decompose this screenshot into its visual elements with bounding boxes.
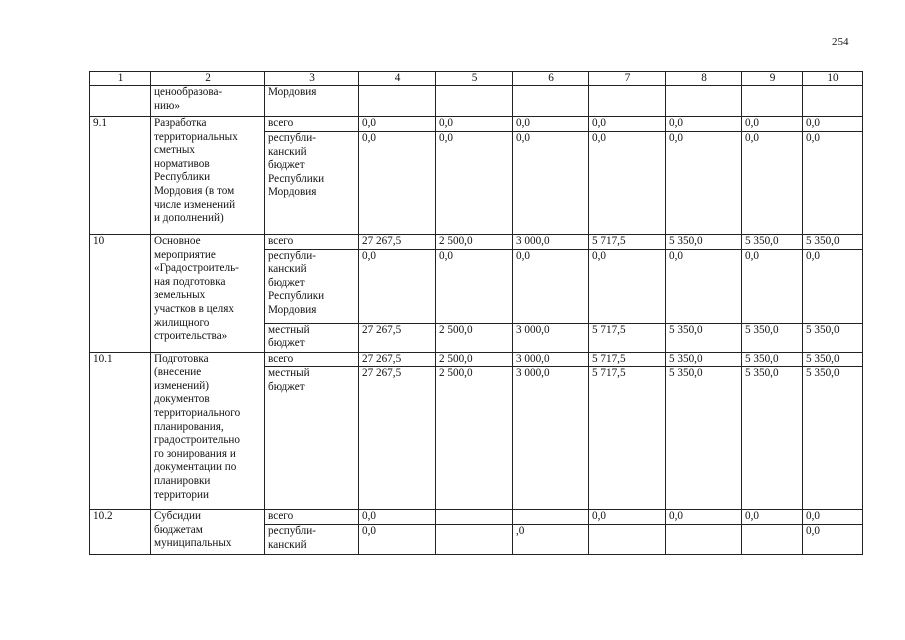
source-line: местный bbox=[268, 367, 310, 380]
header-cell: 3 bbox=[265, 72, 359, 86]
row-name bbox=[151, 352, 265, 510]
value-cell bbox=[666, 86, 742, 117]
header-cell: 1 bbox=[90, 72, 151, 86]
value-cell bbox=[436, 525, 513, 555]
value-cell: 3 000,0 bbox=[513, 352, 589, 367]
value-cell bbox=[513, 86, 589, 117]
row-code: 10.2 bbox=[90, 510, 151, 555]
name-line: Республики bbox=[154, 171, 211, 184]
row-name bbox=[151, 86, 265, 117]
value-cell: 2 500,0 bbox=[436, 367, 513, 510]
header-cell: 5 bbox=[436, 72, 513, 86]
value-cell: 27 267,5 bbox=[359, 367, 436, 510]
source-line: Республики bbox=[268, 290, 325, 303]
name-line: земельных bbox=[154, 289, 206, 302]
name-line: документации по bbox=[154, 461, 237, 474]
header-cell: 2 bbox=[151, 72, 265, 86]
value-cell: 5 350,0 bbox=[666, 235, 742, 250]
source-line: Мордовия bbox=[268, 186, 317, 199]
value-cell bbox=[589, 86, 666, 117]
header-cell: 7 bbox=[589, 72, 666, 86]
name-line: Основное bbox=[154, 235, 201, 247]
value-cell bbox=[513, 510, 589, 525]
name-line: «Градостроитель- bbox=[154, 262, 239, 275]
name-line: Подготовка bbox=[154, 352, 209, 365]
name-line: территориальных bbox=[154, 130, 238, 143]
row-code: 10 bbox=[90, 235, 151, 353]
value-cell: 0,0 bbox=[436, 117, 513, 132]
row-code: 10.1 bbox=[90, 352, 151, 510]
value-cell: 3 000,0 bbox=[513, 235, 589, 250]
source-line: республи- bbox=[268, 525, 316, 538]
table-row bbox=[90, 86, 863, 117]
value-cell: 0,0 bbox=[589, 510, 666, 525]
value-cell: 0,0 bbox=[359, 525, 436, 555]
name-line: сметных bbox=[154, 144, 195, 157]
source-line: местный bbox=[268, 323, 310, 336]
value-cell: 5 350,0 bbox=[803, 323, 863, 352]
value-cell: 5 717,5 bbox=[589, 352, 666, 367]
row-name bbox=[151, 117, 265, 235]
row-source bbox=[265, 249, 359, 323]
header-row bbox=[90, 72, 863, 86]
value-cell: 5 717,5 bbox=[589, 235, 666, 250]
table-row bbox=[90, 510, 863, 525]
name-line: мероприятие bbox=[154, 248, 216, 261]
value-cell bbox=[436, 510, 513, 525]
value-cell: 0,0 bbox=[436, 249, 513, 323]
name-line: ценообразова- bbox=[154, 86, 223, 98]
value-cell bbox=[742, 86, 803, 117]
value-cell bbox=[589, 525, 666, 555]
value-cell: 5 350,0 bbox=[742, 367, 803, 510]
row-source: всего bbox=[265, 352, 359, 367]
source-line: бюджет bbox=[268, 276, 305, 289]
value-cell: 0,0 bbox=[436, 132, 513, 235]
value-cell bbox=[803, 86, 863, 117]
header-cell: 4 bbox=[359, 72, 436, 86]
budget-table bbox=[89, 71, 863, 555]
value-cell: 0,0 bbox=[666, 132, 742, 235]
source-line: бюджет bbox=[268, 380, 305, 393]
source-line: Республики bbox=[268, 172, 325, 185]
row-source bbox=[265, 367, 359, 510]
value-cell: ,0 bbox=[513, 525, 589, 555]
source-line: канский bbox=[268, 263, 307, 276]
row-name bbox=[151, 235, 265, 353]
value-cell: 2 500,0 bbox=[436, 235, 513, 250]
name-line: Субсидии bbox=[154, 510, 201, 523]
row-source: всего bbox=[265, 235, 359, 250]
name-line: строительства» bbox=[154, 330, 228, 343]
value-cell: 0,0 bbox=[513, 249, 589, 323]
source-line: Мордовия bbox=[268, 303, 317, 316]
value-cell: 5 350,0 bbox=[742, 323, 803, 352]
value-cell: 0,0 bbox=[803, 525, 863, 555]
value-cell: 0,0 bbox=[666, 117, 742, 132]
value-cell: 5 717,5 bbox=[589, 323, 666, 352]
name-line: и дополнений) bbox=[154, 212, 224, 225]
value-cell: 0,0 bbox=[742, 132, 803, 235]
name-line: градостроительно bbox=[154, 434, 240, 447]
name-line: муниципальных bbox=[154, 537, 232, 550]
value-cell: 0,0 bbox=[359, 249, 436, 323]
value-cell: 5 350,0 bbox=[803, 352, 863, 367]
header-cell: 6 bbox=[513, 72, 589, 86]
value-cell: 0,0 bbox=[359, 117, 436, 132]
name-line: нию» bbox=[154, 99, 180, 112]
value-cell: 0,0 bbox=[803, 249, 863, 323]
value-cell: 0,0 bbox=[359, 510, 436, 525]
header-cell: 9 bbox=[742, 72, 803, 86]
value-cell: 0,0 bbox=[589, 249, 666, 323]
row-source: всего bbox=[265, 117, 359, 132]
value-cell bbox=[742, 525, 803, 555]
name-line: документов bbox=[154, 393, 210, 406]
value-cell: 0,0 bbox=[742, 117, 803, 132]
value-cell: 2 500,0 bbox=[436, 352, 513, 367]
value-cell: 5 350,0 bbox=[742, 352, 803, 367]
value-cell: 0,0 bbox=[666, 249, 742, 323]
row-source: всего bbox=[265, 510, 359, 525]
value-cell: 0,0 bbox=[803, 510, 863, 525]
name-line: нормативов bbox=[154, 157, 210, 170]
name-line: участков в целях bbox=[154, 302, 234, 315]
source-line: бюджет bbox=[268, 159, 305, 172]
source-line: бюджет bbox=[268, 337, 305, 350]
value-cell: 3 000,0 bbox=[513, 367, 589, 510]
value-cell: 5 350,0 bbox=[666, 367, 742, 510]
value-cell: 5 350,0 bbox=[742, 235, 803, 250]
value-cell: 0,0 bbox=[742, 510, 803, 525]
value-cell: 5 350,0 bbox=[666, 352, 742, 367]
name-line: изменений) bbox=[154, 379, 209, 392]
value-cell: 0,0 bbox=[513, 117, 589, 132]
source-line: канский bbox=[268, 145, 307, 158]
page-number: 254 bbox=[832, 36, 849, 48]
table-row bbox=[90, 352, 863, 367]
value-cell bbox=[359, 86, 436, 117]
name-line: Разработка bbox=[154, 117, 207, 129]
value-cell: 5 350,0 bbox=[666, 323, 742, 352]
value-cell: 5 350,0 bbox=[803, 235, 863, 250]
name-line: территориального bbox=[154, 406, 241, 419]
source-line: республи- bbox=[268, 132, 316, 144]
row-code bbox=[90, 86, 151, 117]
value-cell: 0,0 bbox=[666, 510, 742, 525]
row-name bbox=[151, 510, 265, 555]
table-row bbox=[90, 235, 863, 250]
source-line: канский bbox=[268, 538, 307, 551]
row-code: 9.1 bbox=[90, 117, 151, 235]
value-cell: 27 267,5 bbox=[359, 323, 436, 352]
value-cell bbox=[436, 86, 513, 117]
name-line: (внесение bbox=[154, 366, 202, 379]
name-line: числе изменений bbox=[154, 198, 236, 211]
value-cell: 27 267,5 bbox=[359, 352, 436, 367]
value-cell bbox=[666, 525, 742, 555]
name-line: планирования, bbox=[154, 420, 224, 433]
row-source bbox=[265, 132, 359, 235]
value-cell: 0,0 bbox=[742, 249, 803, 323]
value-cell: 27 267,5 bbox=[359, 235, 436, 250]
table-row bbox=[90, 117, 863, 132]
name-line: Мордовия (в том bbox=[154, 184, 235, 197]
value-cell: 5 350,0 bbox=[803, 367, 863, 510]
value-cell: 0,0 bbox=[513, 132, 589, 235]
row-source bbox=[265, 323, 359, 352]
header-cell: 10 bbox=[803, 72, 863, 86]
row-source: Мордовия bbox=[265, 86, 359, 117]
name-line: го зонирования и bbox=[154, 447, 236, 460]
name-line: ная подготовка bbox=[154, 275, 226, 288]
row-source bbox=[265, 525, 359, 555]
value-cell: 3 000,0 bbox=[513, 323, 589, 352]
value-cell: 0,0 bbox=[589, 117, 666, 132]
value-cell: 0,0 bbox=[589, 132, 666, 235]
value-cell: 2 500,0 bbox=[436, 323, 513, 352]
name-line: жилищного bbox=[154, 316, 210, 329]
name-line: территории bbox=[154, 488, 209, 501]
value-cell: 0,0 bbox=[803, 117, 863, 132]
name-line: планировки bbox=[154, 474, 211, 487]
header-cell: 8 bbox=[666, 72, 742, 86]
value-cell: 0,0 bbox=[803, 132, 863, 235]
name-line: бюджетам bbox=[154, 523, 203, 536]
value-cell: 0,0 bbox=[359, 132, 436, 235]
value-cell: 5 717,5 bbox=[589, 367, 666, 510]
source-line: республи- bbox=[268, 249, 316, 262]
